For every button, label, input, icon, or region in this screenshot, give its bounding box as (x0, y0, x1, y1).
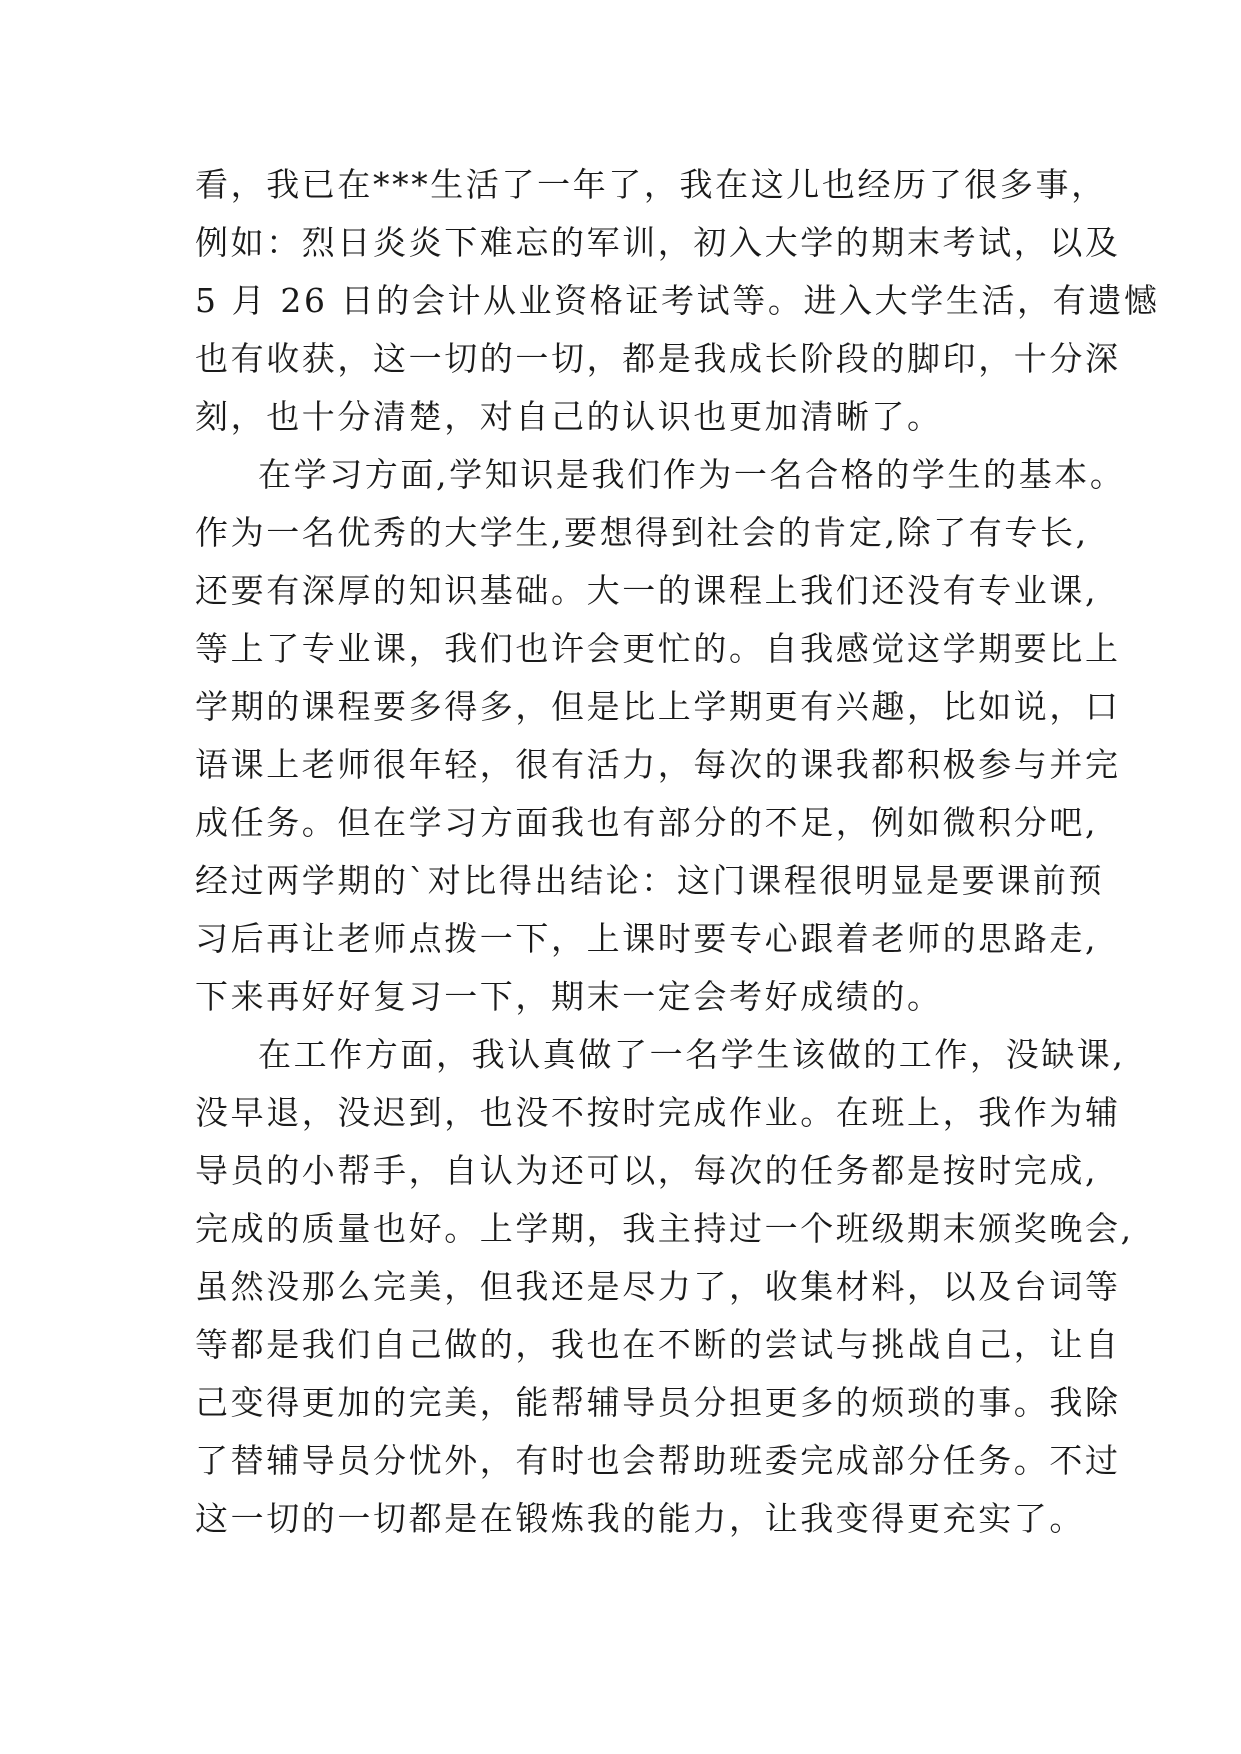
paragraph-line: 等上了专业课，我们也许会更忙的。自我感觉这学期要比上 (195, 629, 1121, 668)
paragraph-line: 导员的小帮手，自认为还可以，每次的任务都是按时完成, (195, 1151, 1099, 1190)
paragraph-line: 了替辅导员分忧外，有时也会帮助班委完成部分任务。不过 (195, 1441, 1121, 1480)
paragraph-line: 下来再好好复习一下，期末一定会考好成绩的。 (195, 977, 943, 1016)
paragraph-line: 习后再让老师点拨一下，上课时要专心跟着老师的思路走, (195, 919, 1099, 958)
paragraph-line: 经过两学期的`对比得出结论：这门课程很明显是要课前预 (195, 861, 1105, 900)
paragraph-line: 这一切的一切都是在锻炼我的能力，让我变得更充实了。 (195, 1499, 1085, 1538)
paragraph-line: 作为一名优秀的大学生,要想得到社会的肯定,除了有专长, (195, 513, 1089, 552)
paragraph-line: 5 月 26 日的会计从业资格证考试等。进入大学生活，有遗憾 (195, 281, 1160, 320)
paragraph-line: 看，我已在***生活了一年了，我在这儿也经历了很多事， (195, 165, 1107, 204)
paragraph-line: 己变得更加的完美，能帮辅导员分担更多的烦琐的事。我除 (195, 1383, 1121, 1422)
paragraph-line: 完成的质量也好。上学期，我主持过一个班级期末颁奖晚会, (195, 1209, 1134, 1248)
paragraph-line: 等都是我们自己做的，我也在不断的尝试与挑战自己，让自 (195, 1325, 1121, 1364)
paragraph-line: 成任务。但在学习方面我也有部分的不足，例如微积分吧, (195, 803, 1099, 842)
paragraph-line: 还要有深厚的知识基础。大一的课程上我们还没有专业课, (195, 571, 1099, 610)
paragraph-line: 语课上老师很年轻，很有活力，每次的课我都积极参与并完 (195, 745, 1121, 784)
paragraph-line: 学期的课程要多得多，但是比上学期更有兴趣，比如说，口 (195, 687, 1121, 726)
paragraph-line: 例如：烈日炎炎下难忘的军训，初入大学的期末考试，以及 (195, 223, 1121, 262)
paragraph-line: 虽然没那么完美，但我还是尽力了，收集材料，以及台词等 (195, 1267, 1121, 1306)
paragraph-line: 在学习方面,学知识是我们作为一名合格的学生的基本。 (258, 455, 1126, 494)
paragraph-line: 在工作方面，我认真做了一名学生该做的工作，没缺课, (258, 1035, 1126, 1074)
paragraph-line: 没早退，没迟到，也没不按时完成作业。在班上，我作为辅 (195, 1093, 1121, 1132)
paragraph-line: 刻，也十分清楚，对自己的认识也更加清晰了。 (195, 397, 943, 436)
paragraph-line: 也有收获，这一切的一切，都是我成长阶段的脚印，十分深 (195, 339, 1121, 378)
